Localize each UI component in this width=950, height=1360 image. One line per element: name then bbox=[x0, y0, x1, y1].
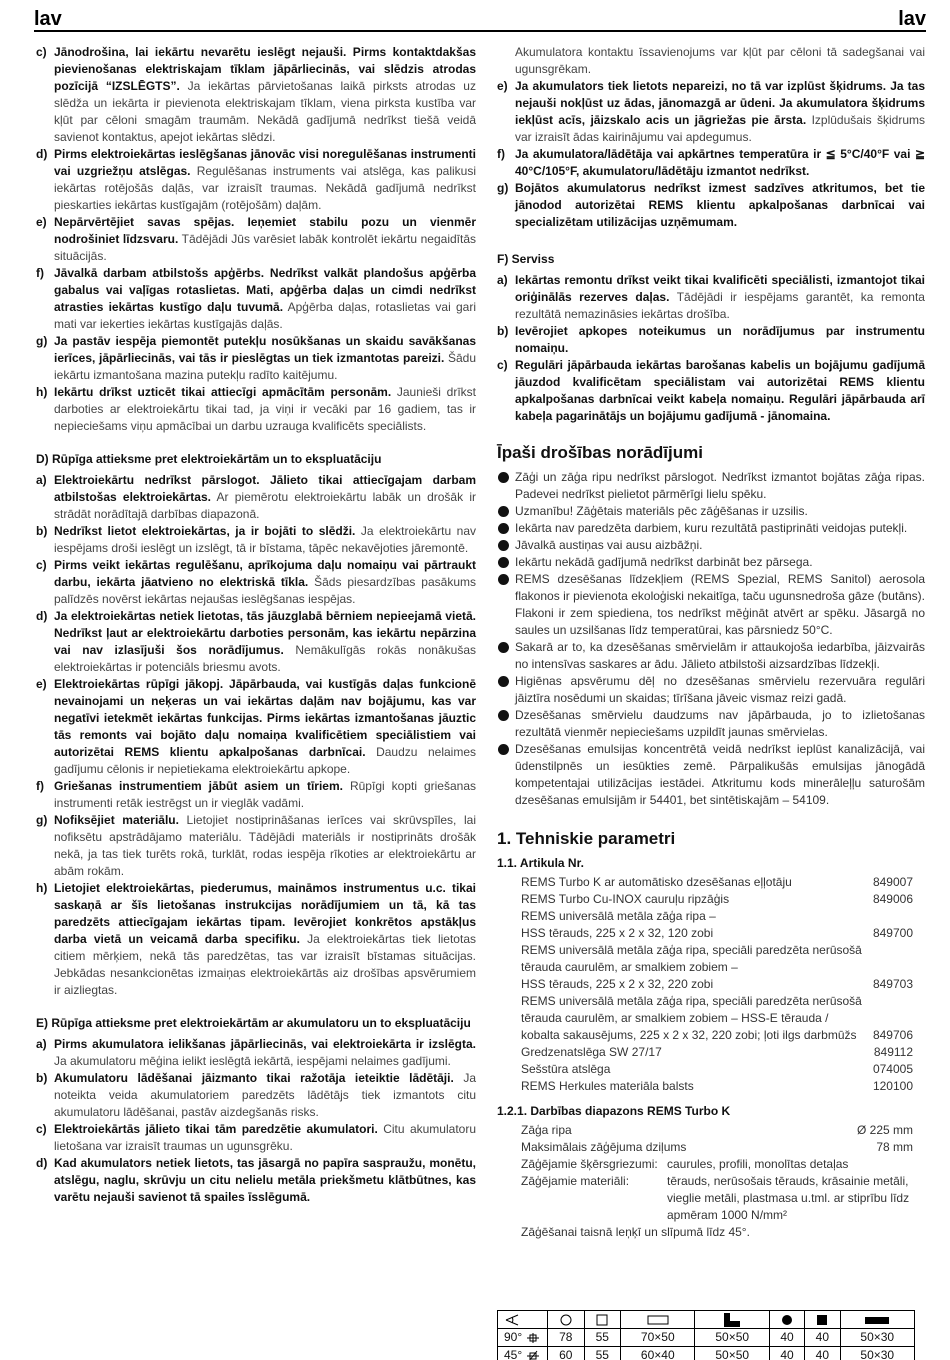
item-bold-text: Pirms elektroiekārtas ieslēgšanas jānovāc visi noregulēšanas instrumenti vai uzgriežņu atslēgas. bbox=[54, 147, 476, 178]
section-d-item bbox=[36, 812, 476, 880]
article-name: REMS universālā metāla zāģa ripa, speciāli paredzēta nerūsošā tērauda caurulēm, ar smalkiem zobiem – HSS-E tērauda / kobalta sakausējums, 225 x 2 x 32, 220 zobi; ļoti ilgs darbmūžs bbox=[521, 994, 862, 1042]
item-marker: d) bbox=[36, 609, 48, 623]
bullet-icon bbox=[498, 506, 509, 517]
section-f-heading: F) Serviss bbox=[497, 252, 555, 266]
cell: 50×50 bbox=[695, 1347, 769, 1360]
item-bold-text: Griešanas instrumentiem jābūt asiem un tīriem. bbox=[54, 779, 343, 793]
bullet-text: REMS dzesēšanas līdzekļiem (REMS Spezial, REMS Sanitol) aerosola flakonos ir pievienota ekoloģiski nekaitīga, taču ugunsnedroša gāze (butāns). Flakoni ir zem spiediena, tos nedrīkst mēģināt atvērt ar spēku. Jāsargā no saules un uzsilšanas līdz temperatūrai, kas pārsniedz 50°C. bbox=[515, 572, 925, 637]
special-safety-list bbox=[497, 469, 925, 809]
list-item bbox=[497, 571, 925, 639]
cell: 70×50 bbox=[621, 1329, 695, 1347]
item-bold-text: Iekārtas remontu drīkst veikt tikai kvalificēti speciālisti, izmantojot tikai oriģinālās rezerves daļas. bbox=[515, 273, 925, 304]
item-marker: h) bbox=[36, 881, 48, 895]
table-row bbox=[498, 1347, 915, 1360]
section-d-item bbox=[36, 472, 476, 523]
safety-item bbox=[36, 146, 476, 214]
item-text: Tādējādi Jūs varēsiet labāk kontrolēt iekārtu negaidītās situācijās. bbox=[54, 232, 476, 263]
item-text: Tādējādi ir iespējams garantēt, ka remonta rezultātā nemazināsies iekārtas drošība. bbox=[515, 290, 925, 321]
item-bold-text: Akumulatoru lādēšanai jāizmanto tikai ražotāja ieteiktie lādētāji. bbox=[54, 1071, 454, 1085]
item-text: Ja elektroiekārtas tiek lietotas citiem mērķiem, nekā tās paredzētas, tas var izraisīt bīstamas situācijas. Jebkādas nesankcionētas izmaiņas elektroiekārtās aiz drošības apsvērumiem ir aizliegtas. bbox=[54, 932, 476, 997]
cell: 50×30 bbox=[840, 1329, 915, 1347]
item-bold-text: Elektroiekārtu nedrīkst pārslogot. Jālieto tikai attiecīgajam darbam atbilstošas elektroiekārtas. bbox=[54, 473, 476, 504]
article-number: 849112 bbox=[873, 1045, 913, 1059]
section-d-item bbox=[36, 523, 476, 557]
item-marker: e) bbox=[36, 215, 47, 229]
bullet-icon bbox=[498, 642, 509, 653]
item-bold-text: Regulāri jāpārbauda iekārtas barošanas kabelis un bojājumu gadījumā jāuzdod kvalificētam speciālistam vai autorizētai REMS klientu apkalpošanas darbnīcai veikt kabeļa nomaiņu. Regulāri jāpārbauda arī kabeļa pagarinātājs un bojājumu gadījumā - jānomaina. bbox=[515, 358, 925, 423]
section-value: caurules, profili, monolītas detaļas bbox=[667, 1157, 849, 1171]
bullet-text: Iekārta nav paredzēta darbiem, kuru rezultātā pastiprināti veidojas putekļi. bbox=[515, 521, 908, 535]
safety-item bbox=[36, 265, 476, 333]
item-marker: f) bbox=[497, 147, 505, 161]
bullet-text: Sakarā ar to, ka dzesēšanas smērvielām ir attaukojoša iedarbība, jāizvairās no intensīvas saskares ar ādu. Jālieto atbilstoši aizsardzības līdzekļi. bbox=[515, 640, 925, 671]
item-marker: c) bbox=[36, 1122, 47, 1136]
round-tube-icon bbox=[548, 1311, 585, 1329]
cell: 55 bbox=[584, 1329, 621, 1347]
cell: 40 bbox=[805, 1347, 840, 1360]
article-name: Gredzenatslēga SW 27/17 bbox=[521, 1045, 662, 1059]
article-row bbox=[521, 993, 925, 1044]
blade-value: Ø 225 mm bbox=[856, 1123, 913, 1137]
depth-label: Maksimālais zāģējuma dziļums bbox=[521, 1140, 687, 1154]
section-d-item bbox=[36, 557, 476, 608]
section-e-item bbox=[36, 1070, 476, 1121]
section-d-item bbox=[36, 608, 476, 676]
table-row bbox=[498, 1329, 915, 1347]
cell: 40 bbox=[805, 1329, 840, 1347]
item-bold-text: Ja pastāv iespēja piemontēt putekļu nosūkšanas un skaidu savākšanas ierīces, jāpārliecinās, vai tās ir pieslēgtas un tiek izmantotas pareizi. bbox=[54, 334, 476, 365]
safety-item bbox=[36, 333, 476, 384]
bullet-text: Dzesēšanas smērvielu daudzums nav jāpārbauda, jo to izlietošanas rezultātā vienmēr nepieciešams uzpildīt jaunas smērvielas. bbox=[515, 708, 925, 739]
blade-label: Zāģa ripa bbox=[521, 1123, 572, 1137]
angle-icon bbox=[498, 1311, 548, 1329]
article-number: 849006 bbox=[872, 892, 913, 906]
item-text: Ja akumulatoru mēģina ielikt ieslēgtā iekārtā, iespējami nelaimes gadījumi. bbox=[54, 1054, 451, 1068]
item-text: Ja elektroiekārtu nav iespējams droši ieslēgt un izslēgt, tā ir bīstama, tāpēc nekavējoties jāremontē. bbox=[54, 524, 477, 555]
material-value: tērauds, nerūsošais tērauds, krāsainie metāli, viegliе metāli, plastmasa u.tml. ar stiprību līdz apmēram 1000 N/mm² bbox=[667, 1174, 910, 1222]
bullet-icon bbox=[498, 676, 509, 687]
article-row bbox=[521, 874, 925, 891]
bullet-icon bbox=[498, 523, 509, 534]
section-e-item bbox=[497, 78, 925, 146]
item-marker: a) bbox=[36, 473, 47, 487]
item-bold-text: Kad akumulators netiek lietots, tas jāsargā no papīra saspraužu, monētu, atslēgu, naglu, skrūvju un citu nelielu metāla priekšmetu klātbūtnes, kas varētu nejauši savienot tā spailes īsslēgumā. bbox=[54, 1156, 476, 1204]
article-row bbox=[521, 1078, 925, 1095]
item-text: Nemākulīgās rokās nonākušas elektroiekārtas ir potenciāls briesmu avots. bbox=[54, 643, 477, 674]
article-row bbox=[521, 1044, 925, 1061]
bullet-text: Uzmanību! Zāģētais materiāls pēc zāģēšanas ir uzsilis. bbox=[515, 504, 808, 518]
item-marker: b) bbox=[497, 324, 509, 338]
item-text: Citu akumulatoru lietošana var izraisīt traumas un ugunsgrēku. bbox=[54, 1122, 476, 1153]
cell: 40 bbox=[769, 1329, 804, 1347]
table-header-row bbox=[498, 1311, 915, 1329]
item-bold-text: Ja akumulatora/lādētāja vai apkārtnes temperatūra ir ≦ 5°C/40°F vai ≧ 40°C/105°F, akumulatoru/lādētāju izmantot nedrīkst. bbox=[515, 147, 925, 178]
item-bold-text: Ja elektroiekārtas netiek lietotas, tās jāuzglabā bērniem nepieejamā vietā. Nedrīkst ļaut ar elektroiekārtu darboties personām, kas iekārtu nepārzina vai nav izlasījuši šos norādījumus. bbox=[54, 609, 476, 657]
range-spec bbox=[497, 1122, 925, 1241]
bullet-text: Iekārtu nekādā gadījumā nedrīkst darbināt bez pārsega. bbox=[515, 555, 813, 569]
item-bold-text: Nedrīkst lietot elektroiekārtas, ja ir bojāti to slēdži. bbox=[54, 524, 356, 538]
angle-profile-icon bbox=[695, 1311, 769, 1329]
cutting-capacity-table bbox=[497, 1310, 915, 1360]
item-marker: d) bbox=[36, 147, 48, 161]
section-e-item bbox=[497, 146, 925, 180]
section-d-heading: D) Rūpīga attieksme pret elektroiekārtām un to ekspluatāciju bbox=[36, 452, 382, 466]
section-label: Zāģējamie šķērsgriezumi: bbox=[521, 1157, 658, 1171]
article-number: 849700 bbox=[872, 926, 913, 940]
article-list bbox=[497, 874, 925, 1095]
cell: 40 bbox=[769, 1347, 804, 1360]
item-marker: a) bbox=[497, 273, 508, 287]
article-name: REMS Turbo K ar automātisko dzesēšanas eļļotāju bbox=[521, 875, 792, 889]
item-text: Šādu iekārtu izmantošana mazina putekļu radīto kaitējumu. bbox=[54, 351, 476, 382]
item-marker: b) bbox=[36, 1071, 48, 1085]
article-row bbox=[521, 942, 925, 993]
item-bold-text: Ievērojiet apkopes noteikumus un norādījumus par instrumentu nomaiņu. bbox=[515, 324, 925, 355]
bullet-text: Jāvalkā austiņas vai ausu aizbāžņi. bbox=[515, 538, 703, 552]
left-column bbox=[36, 44, 476, 1206]
item-text: Izplūdušais šķidrums var izraisīt ādas kairinājumu vai apdegumus. bbox=[515, 113, 926, 144]
cell: 78 bbox=[548, 1329, 585, 1347]
special-safety-heading: Īpaši drošības norādījumi bbox=[497, 443, 703, 462]
item-bold-text: Ja akumulators tiek lietots nepareizi, no tā var izplūst šķidrums. Ja tas nejauši nokļūst uz ādas, jānomazgā ar ūdeni. Ja akumulatora šķidrums iekļūst acīs, jāizskalo acis un jāgriežas pie ārsta. bbox=[515, 79, 925, 127]
cell: 55 bbox=[584, 1347, 621, 1360]
item-marker: e) bbox=[36, 677, 47, 691]
article-number: 849007 bbox=[872, 875, 913, 889]
angle-90-cell: 90° bbox=[498, 1329, 548, 1347]
item-text: Lietojiet nostiprināšanas ierīces vai skrūvspīles, lai nofiksētu apstrādājamo materiālu. Tādējādi materiāls ir nostiprināts drošāk nekā, ja tas tiek turēts rokā, turklāt, rodas iespēja rīkoties ar elektroiekārtu ar abām rokām. bbox=[54, 813, 476, 878]
angle-45-cell: 45° bbox=[498, 1347, 548, 1360]
safety-item bbox=[36, 44, 476, 146]
item-text: Jaunieši drīkst darboties ar elektroiekārtu tikai tad, ja viņi ir vecāki par 16 gadiem, tas ir nepieciešams viņu apmācībai un darbu uzrauga kvalificēts speciālists. bbox=[54, 385, 476, 433]
article-name: Sešstūra atslēga bbox=[521, 1062, 611, 1076]
item-text: Rūpīgi kopti griešanas instrumenti retāk iestrēgst un ir vieglāk vadāmi. bbox=[54, 779, 476, 810]
bullet-text: Higiēnas apsvērumu dēļ no dzesēšanas smērvielu rezervuāra regulāri jāiztīra nosēdumi un skaidas; tīrīšana jāveic vismaz reizi gadā. bbox=[515, 674, 925, 705]
bullet-icon bbox=[498, 574, 509, 585]
language-code-left: lav bbox=[34, 8, 62, 30]
item-bold-text: Pirms veikt iekārtas regulēšanu, aprīkojuma daļu nomaiņu vai pārtraukt darbu, iekārta jāatvieno no elektriskā tīkla. bbox=[54, 558, 476, 589]
list-item bbox=[497, 741, 925, 809]
article-row bbox=[521, 908, 925, 942]
section-d-item bbox=[36, 778, 476, 812]
item-text: Ja noteikta veida akumulatoriem paredzēts lādētājs tiek izmantots citu akumulatoru lādēšanai, pastāv aizdegšanās risks. bbox=[54, 1071, 476, 1119]
material-label: Zāģējamie materiāli: bbox=[521, 1174, 630, 1188]
article-number: 849703 bbox=[872, 977, 913, 991]
section-d-item bbox=[36, 676, 476, 778]
square-bar-icon bbox=[805, 1311, 840, 1329]
item-marker: h) bbox=[36, 385, 48, 399]
item-bold-text: Iekārtu drīkst uzticēt tikai attiecīgi apmācītām personām. bbox=[54, 385, 392, 399]
article-row bbox=[521, 1061, 925, 1078]
article-name: REMS Turbo Cu-INOX cauruļu ripzāģis bbox=[521, 892, 730, 906]
item-bold-text: Jānodrošina, lai iekārtu nevarētu ieslēgt nejauši. Pirms kontaktdakšas pievienošanas elektriskajam tīklam jāpārliecinās, vai slēdzis atrodas pozīcijā “IZSLĒGTS”. bbox=[54, 45, 476, 93]
flat-bar-icon bbox=[840, 1311, 915, 1329]
bullet-icon bbox=[498, 472, 509, 483]
list-item bbox=[497, 469, 925, 503]
item-marker: g) bbox=[497, 181, 509, 195]
tech-params-heading: 1. Tehniskie parametri bbox=[497, 829, 676, 848]
article-row bbox=[521, 891, 925, 908]
section-e-item bbox=[36, 1121, 476, 1155]
article-number: 074005 bbox=[872, 1062, 913, 1076]
item-bold-text: Lietojiet elektroiekārtas, piederumus, maināmos instrumentus u.c. tikai saskaņā ar šīs lietošanas instrukcijas norādījumiem un tā, kā tas paredzēts attiecīgajam iekārtas tipam. Ievērojiet konkrētos apstākļus darba vietā un veicamā darba specifiku. bbox=[54, 881, 476, 946]
section-e-item bbox=[497, 180, 925, 231]
item-text: Daudzu nelaimes gadījumu cēlonis ir nepietiekama elektroiekārtu apkope. bbox=[54, 745, 476, 776]
articles-heading: 1.1. Artikula Nr. bbox=[497, 856, 584, 870]
cell: 50×30 bbox=[840, 1347, 915, 1360]
article-name: REMS Herkules materiāla balsts bbox=[521, 1079, 694, 1093]
item-bold-text: Elektroiekārtās jālieto tikai tām paredzētie akumulatori. bbox=[54, 1122, 378, 1136]
article-number: 120100 bbox=[872, 1079, 913, 1093]
item-marker: g) bbox=[36, 334, 48, 348]
language-code-right: lav bbox=[898, 8, 926, 30]
bullet-text: Zāģi un zāģa ripu nedrīkst pārslogot. Nedrīkst izmantot bojātas zāģa ripas. Padevei nedrīkst pielietot pārmērīgi lielu spēku. bbox=[515, 470, 925, 501]
article-name: REMS universālā metāla zāģa ripa – HSS tērauds, 225 x 2 x 32, 120 zobi bbox=[521, 909, 716, 940]
item-marker: c) bbox=[36, 558, 47, 572]
bullet-icon bbox=[498, 744, 509, 755]
list-item bbox=[497, 520, 925, 537]
angle-note: Zāģēšanai taisnā leņķī un slīpumā līdz 45°. bbox=[521, 1225, 750, 1239]
safety-item bbox=[36, 384, 476, 435]
list-item bbox=[497, 707, 925, 741]
section-f-item bbox=[497, 357, 925, 425]
list-item bbox=[497, 554, 925, 571]
page-header bbox=[34, 6, 926, 32]
list-item bbox=[497, 537, 925, 554]
list-item bbox=[497, 673, 925, 707]
cell: 60×40 bbox=[621, 1347, 695, 1360]
range-heading: 1.2.1. Darbības diapazons REMS Turbo K bbox=[497, 1104, 731, 1118]
item-marker: f) bbox=[36, 266, 44, 280]
item-bold-text: Elektroiekārtas rūpīgi jākopj. Jāpārbauda, vai kustīgās daļas funkcionē nevainojami un neķeras un vai iekārtas daļām nav bojājumu, kas var negatīvi ietekmēt iekārtas funkcijas. Pirms iekārtas izmantošanas jāuztic tās remonts vai bojāto daļu nomaiņa kvalificētiem speciālistiem vai autorizētai REMS klientu apkalpošanas darbnīcai. bbox=[54, 677, 476, 759]
item-marker: a) bbox=[36, 1037, 47, 1051]
safety-item bbox=[36, 214, 476, 265]
article-name: REMS universālā metāla zāģa ripa, speciāli paredzēta nerūsošā tērauda caurulēm, ar smalkiem zobiem – HSS tērauds, 225 x 2 x 32, 220 zobi bbox=[521, 943, 862, 991]
section-e-item bbox=[36, 1155, 476, 1206]
item-bold-text: Jāvalkā darbam atbilstošs apģērbs. Nedrīkst valkāt plandošus apģērba gabalus vai vaļīgas rotaslietas. Mati, apģērba daļas un cimdi nedrīkst atrasties iekārtas kustīgo daļu tuvumā. bbox=[54, 266, 476, 314]
cell: 60 bbox=[548, 1347, 585, 1360]
item-text: Regulēšanas instruments vai atslēga, kas palikusi iekārtas rotējošās daļās, var izraisīt traumas. Nekādā gadījumā nedrīkst pieskarties iekārtas kustīgajām (rotējošām) daļām. bbox=[54, 164, 476, 212]
bullet-icon bbox=[498, 710, 509, 721]
section-f-item bbox=[497, 272, 925, 323]
item-marker: c) bbox=[36, 45, 47, 59]
item-marker: e) bbox=[497, 79, 508, 93]
battery-short-circuit-note: Akumulatora kontaktu īssavienojums var kļūt par cēloni tā sadegšanai vai ugunsgrēkam. bbox=[515, 45, 925, 76]
section-d-item bbox=[36, 880, 476, 999]
item-bold-text: Pirms akumulatora ielikšanas jāpārliecinās, vai elektroiekārta ir izslēgta. bbox=[54, 1037, 476, 1051]
bullet-text: Dzesēšanas emulsijas koncentrētā veidā nedrīkst ieplūst kanalizācijā, vai ūdenstilpnēs un iesūkties zemē. Pārpalikušās emulsijas jānogādā kompetentajai utilizācijas iestādei. Atkritumu kods minerāleļļu saturošām dzesēšanas emulsijām ir 54401, bet sintētiskajām – 54109. bbox=[515, 742, 925, 807]
item-text: Ja iekārtas pārvietošanas laikā pirksts atrodas uz slēdža un iekārta ir pievienota elektriskajam tīklam, viena pirksta kustība var kļūt par cēloni smagām traumām. Nekādā gadījumā nedrīkst tiešā veidā savienot kontaktus, apejot iekārtas slēdzi. bbox=[54, 79, 476, 144]
article-number: 849706 bbox=[872, 1028, 913, 1042]
round-bar-icon bbox=[769, 1311, 804, 1329]
item-text: Apģērba daļas, rotaslietas vai gari mati var iekerties iekārtas kustīgajās daļās. bbox=[54, 300, 476, 331]
right-column bbox=[497, 44, 925, 1241]
section-f-item bbox=[497, 323, 925, 357]
item-marker: f) bbox=[36, 779, 44, 793]
item-text: Šāds piesardzības pasākums palīdzēs novērst iekārtas nejaušas ieslēgšanas iespējas. bbox=[54, 575, 476, 606]
item-bold-text: Bojātos akumulatorus nedrīkst izmest sadzīves atkritumos, bet tie jānodod autorizētai REMS klientu apkalpošanas darbnīcai vai specializētam utilizācijas uzņēmumam. bbox=[515, 181, 925, 229]
item-marker: b) bbox=[36, 524, 48, 538]
bullet-icon bbox=[498, 557, 509, 568]
list-item bbox=[497, 639, 925, 673]
item-marker: c) bbox=[497, 358, 508, 372]
section-e-heading: E) Rūpīga attieksme pret elektroiekārtām ar akumulatoru un to ekspluatāciju bbox=[36, 1016, 471, 1030]
depth-value: 78 mm bbox=[876, 1140, 913, 1154]
item-bold-text: Nepārvērtējiet savas spējas. Ieņemiet stabilu pozu un vienmēr nodrošiniet līdzsvaru. bbox=[54, 215, 476, 246]
item-text: Ar piemērotu elektroiekārtu labāk un drošāk ir strādāt norādītajā darbības diapazonā. bbox=[54, 490, 476, 521]
item-marker: d) bbox=[36, 1156, 48, 1170]
section-e-item bbox=[36, 1036, 476, 1070]
cell: 50×50 bbox=[695, 1329, 769, 1347]
item-marker: g) bbox=[36, 813, 48, 827]
item-bold-text: Nofiksējiet materiālu. bbox=[54, 813, 179, 827]
list-item bbox=[497, 503, 925, 520]
rect-tube-icon bbox=[621, 1311, 695, 1329]
square-tube-icon bbox=[584, 1311, 621, 1329]
bullet-icon bbox=[498, 540, 509, 551]
